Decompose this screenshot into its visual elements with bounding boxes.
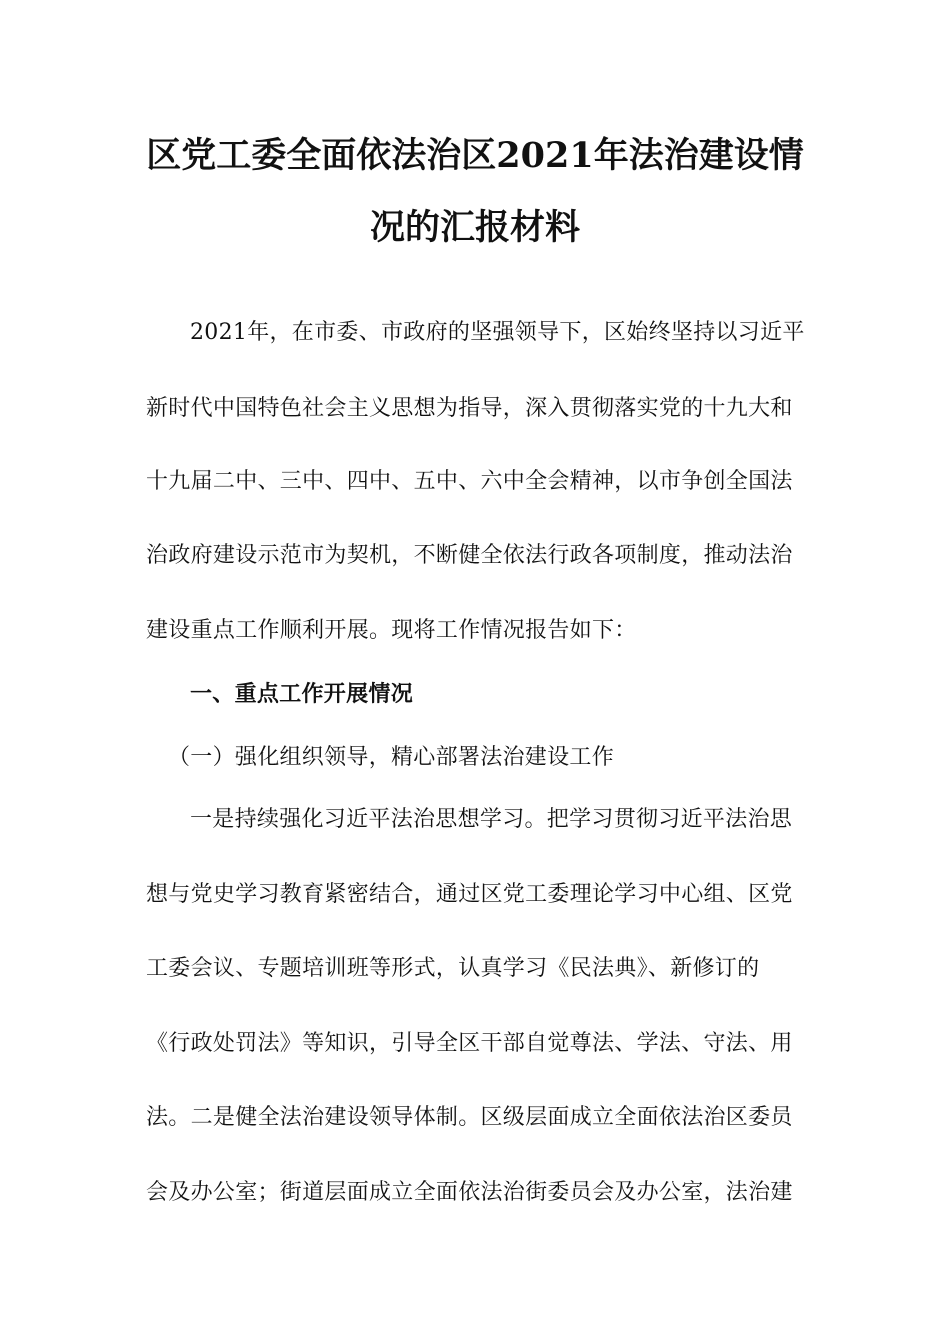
paragraph-line-6: 一是持续强化习近平法治思想学习。把学习贯彻习近平法治思 (190, 807, 793, 832)
paragraph-line-10: 法。二是健全法治建设领导体制。区级层面成立全面依法治区委员 (146, 1105, 793, 1130)
subsection-heading: （一）强化组织领导，精心部署法治建设工作 (168, 745, 615, 770)
paragraph-line-8: 工委会议、专题培训班等形式，认真学习《民法典》、新修订的 (146, 956, 760, 981)
paragraph-line-2: 新时代中国特色社会主义思想为指导，深入贯彻落实党的十九大和 (146, 396, 793, 421)
paragraph-line-1: 2021年，在市委、市政府的坚强领导下，区始终坚持以习近平 (190, 320, 805, 345)
paragraph-line-11: 会及办公室；街道层面成立全面依法治街委员会及办公室，法治建 (146, 1180, 793, 1205)
paragraph-line-9: 《行政处罚法》等知识，引导全区干部自觉尊法、学法、守法、用 (146, 1031, 793, 1056)
paragraph-line-4: 治政府建设示范市为契机，不断健全依法行政各项制度，推动法治 (146, 543, 793, 568)
document-title-line-1: 区党工委全面依法治区2021年法治建设情 (146, 135, 804, 176)
section-heading: 一、重点工作开展情况 (190, 682, 414, 707)
paragraph-line-5: 建设重点工作顺利开展。现将工作情况报告如下： (146, 618, 637, 643)
document-title-line-2: 况的汇报材料 (369, 207, 580, 248)
paragraph-line-7: 想与党史学习教育紧密结合，通过区党工委理论学习中心组、区党 (146, 882, 793, 907)
paragraph-line-3: 十九届二中、三中、四中、五中、六中全会精神，以市争创全国法 (146, 469, 793, 494)
